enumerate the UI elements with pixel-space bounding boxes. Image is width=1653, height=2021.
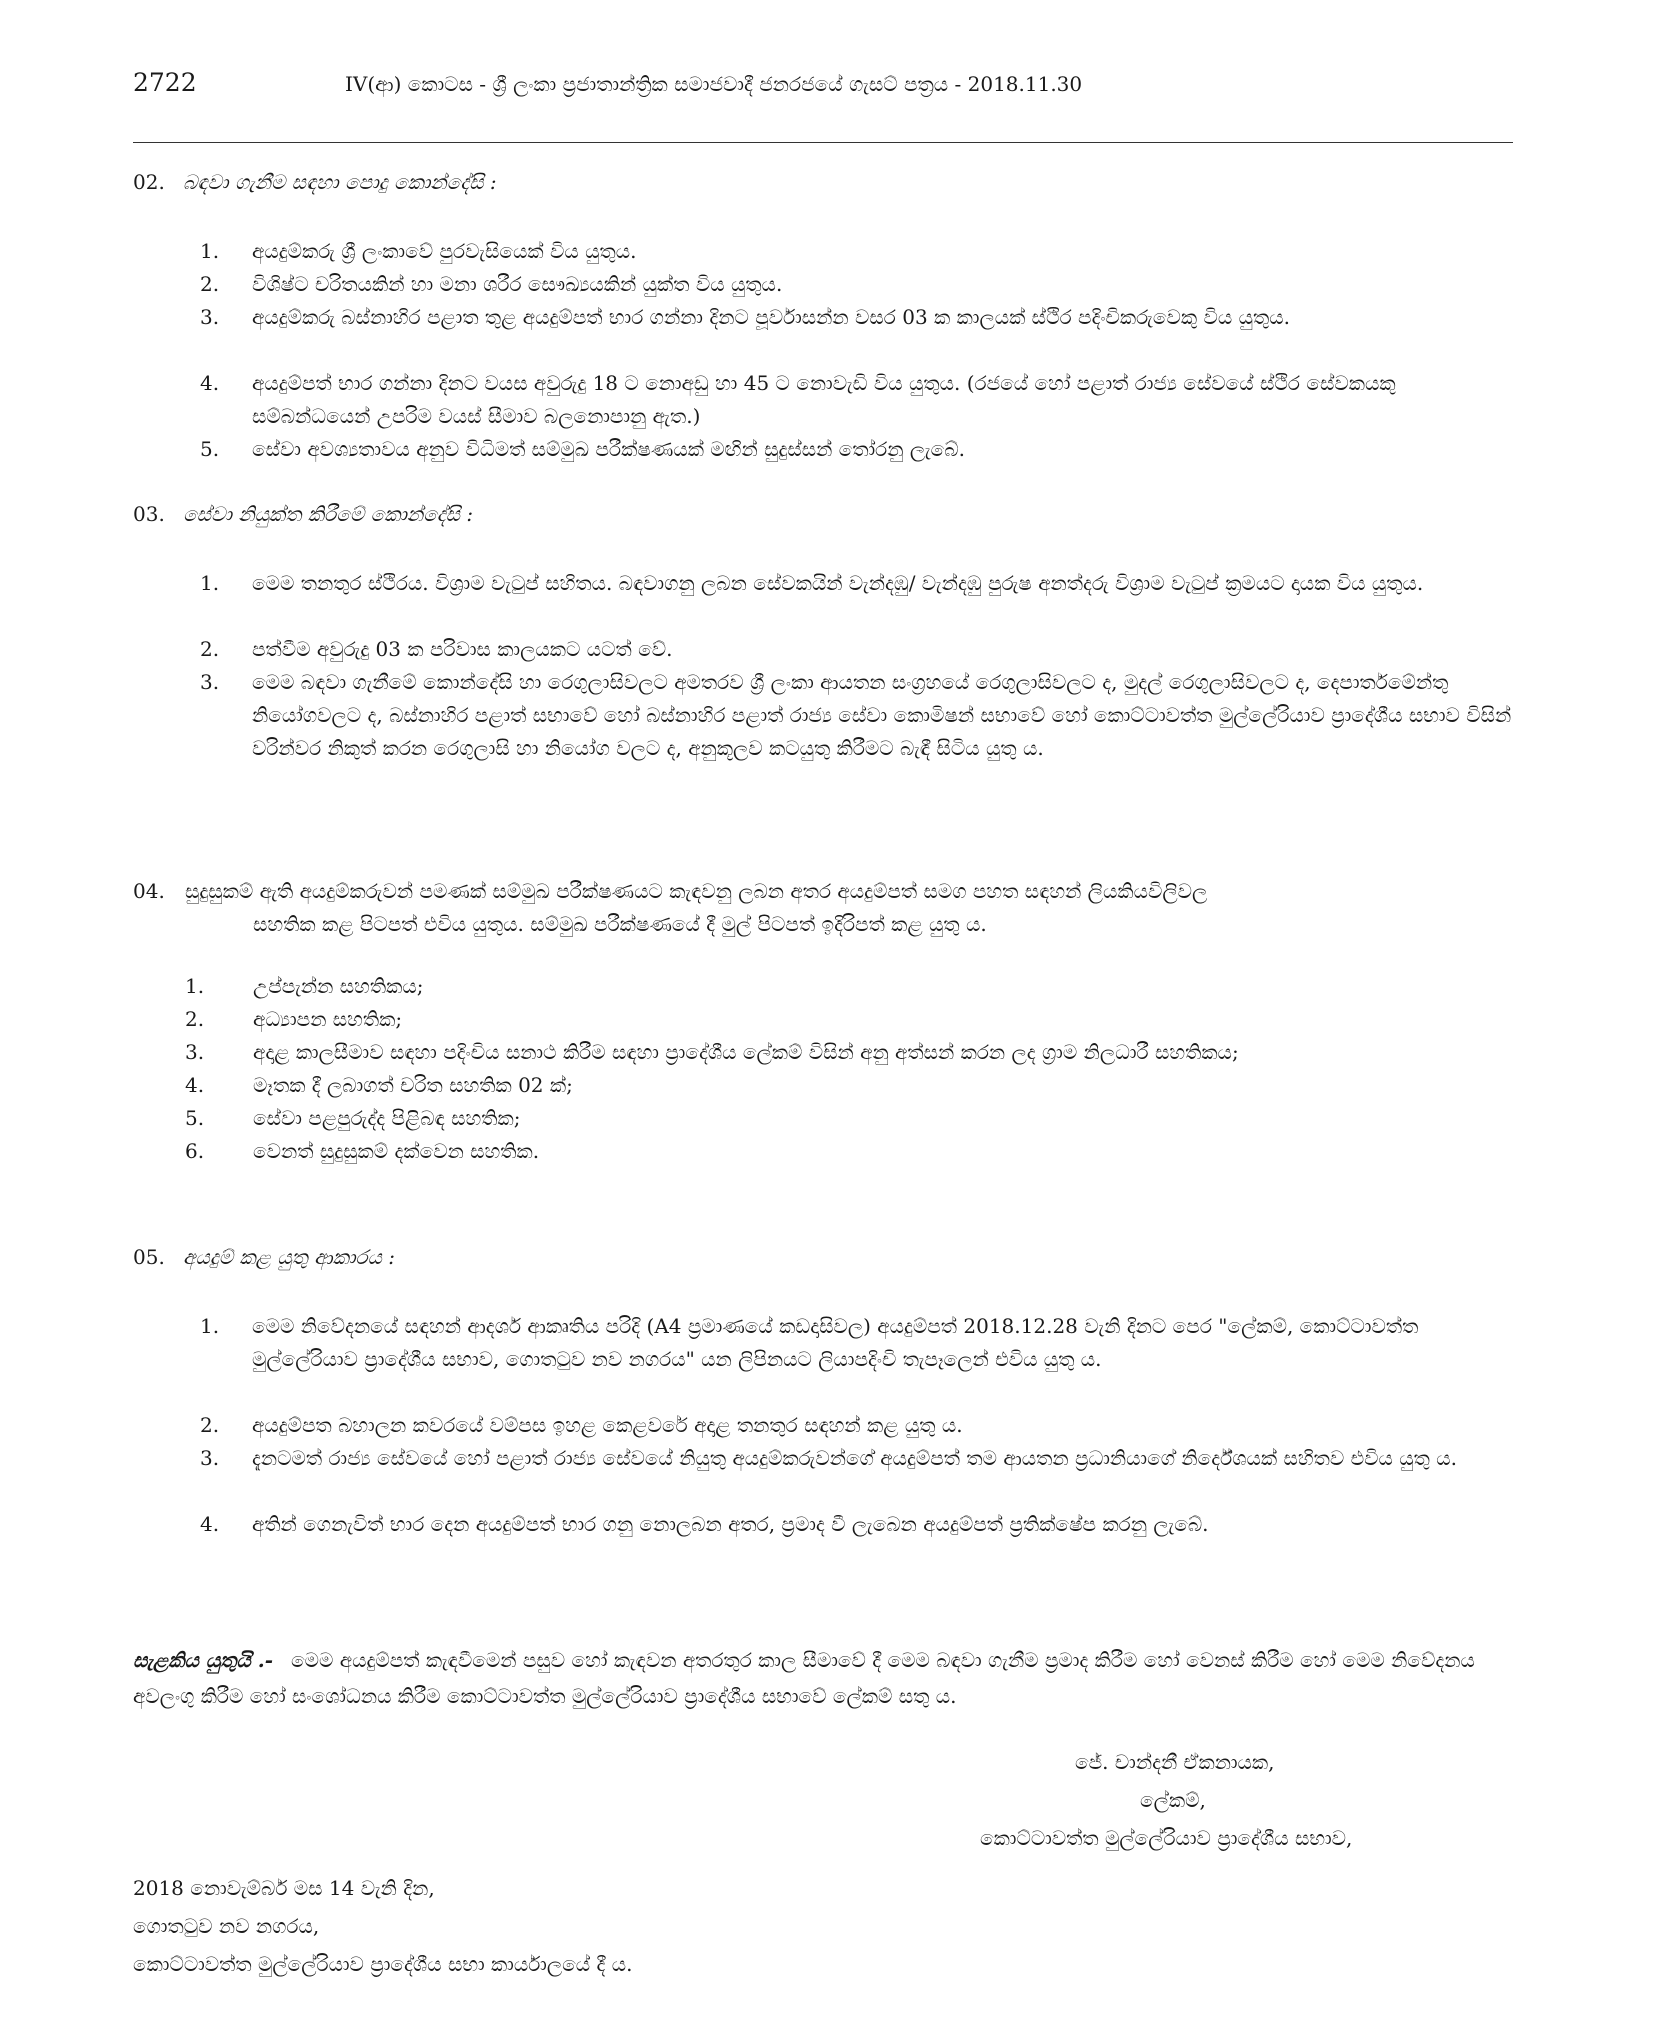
list-item	[200, 1508, 1512, 1541]
section-number: 05.	[133, 1245, 165, 1269]
section-intro-line: සහතික කළ පිටපත් එවිය යුතුය. සම්මුඛ පරීක්ෂණයේ දී මුල් පිටපත් ඉදිරිපත් කළ යුතු ය.	[253, 912, 987, 936]
document-item	[185, 1069, 1512, 1102]
item-number: 1.	[200, 239, 220, 263]
list-item	[200, 1310, 1512, 1376]
signatory-organization: කොට්ටාවත්ත මුල්ලේරියාව ප්‍රාදේශීය සභාව,	[980, 1826, 1353, 1850]
issue-place: ගොතටුව නව නගරය,	[133, 1914, 320, 1938]
item-number: 3.	[200, 305, 220, 329]
signatory-title: ලේකම්,	[1140, 1788, 1206, 1812]
note-paragraph	[133, 1642, 1513, 1714]
item-number: 3.	[200, 1446, 220, 1470]
document-item	[185, 1102, 1512, 1135]
item-text: සේවා පළපුරුද්ද පිළිබඳ සහතික;	[253, 1106, 521, 1130]
item-text: මෙම තනතුර ස්ථිරය. විශ්‍රාම වැටුප් සහිතය. බඳවාගනු ලබන සේවකයින් වැන්දඹු/ වැන්දඹු පුරුෂ අනත්දරු විශ්‍රාම වැටුප් ක්‍රමයට දායක විය යුතුය.	[252, 571, 1424, 595]
item-number: 2.	[200, 272, 220, 296]
section-intro-line: සුදුසුකම් ඇති අයදුම්කරුවන් පමණක් සම්මුඛ පරීක්ෂණයට කැඳවනු ලබන අතර අයදුම්පත් සමග පහත සඳහන් ලියකියවිලිවල	[185, 879, 1208, 903]
item-number: 1.	[200, 571, 220, 595]
header-divider	[133, 142, 1513, 143]
list-item	[200, 433, 1512, 466]
item-text: අදාළ කාලසීමාව සඳහා පදිංචිය සනාථ කිරීම සඳහා ප්‍රාදේශීය ලේකම් විසින් අනු අත්සන් කරන ලද ග්‍රාම නිලධාරී සහතිකය;	[253, 1040, 1239, 1064]
document-item	[185, 1003, 1512, 1036]
item-text: මෙම නිවේදනයේ සඳහන් ආදර්ශ ආකෘතිය පරිදි (A4 ප්‍රමාණයේ කඩදාසිවල) අයදුම්පත් 2018.12.28 වැනි දිනට පෙර "ලේකම්, කොට්ටාවත්ත මුල්ලේරියාව ප්‍රාදේශීය සභාව, ගොතටුව නව නගරය" යන ලිපිනයට ලියාපදිංචි තැපෑලෙන් එවිය යුතු ය.	[252, 1314, 1419, 1371]
item-number: 1.	[200, 1314, 220, 1338]
note-label: සැළකිය යුතුයි .-	[133, 1648, 274, 1672]
item-text: සේවා අවශ්‍යතාවය අනුව විධිමත් සම්මුඛ පරීක්ෂණයක් මඟින් සුදුස්සන් තෝරනු ලැබේ.	[252, 437, 965, 461]
item-number: 4.	[185, 1073, 205, 1097]
item-number: 6.	[185, 1139, 205, 1163]
list-item	[200, 301, 1512, 334]
item-number: 4.	[200, 371, 220, 395]
item-text: දැනටමත් රාජ්‍ය සේවයේ හෝ පළාත් රාජ්‍ය සේවයේ නියුතු අයදුම්කරුවන්ගේ අයදුම්පත් තම ආයතන ප්‍රධානියාගේ නිර්දේශයක් සහිතව එවිය යුතු ය.	[252, 1446, 1457, 1470]
section-number: 03.	[133, 502, 165, 526]
section-title: බඳවා ගැනීම සඳහා පොදු කොන්දේසි :	[183, 170, 497, 194]
section-title: සේවා නියුක්ත කිරීමේ කොන්දේසි :	[183, 502, 474, 526]
item-number: 3.	[185, 1040, 205, 1064]
section-05-heading	[133, 1245, 395, 1269]
item-text: අයදුම්පත් භාර ගන්නා දිනට වයස අවුරුදු 18 ට නොඅඩු හා 45 ට නොවැඩි විය යුතුය. (රජයේ හෝ පළාත් රාජ්‍ය සේවයේ ස්ථිර සේවකයකු සම්බන්ධයෙන් උපරිම වයස් සීමාව බලනොපානු ඇත.)	[252, 371, 1396, 428]
item-number: 3.	[200, 670, 220, 694]
section-03-heading	[133, 502, 473, 526]
item-text: මෙම බඳවා ගැනීමේ කොන්දේසි හා රෙගුලාසිවලට අමතරව ශ්‍රී ලංකා ආයතන සංග්‍රහයේ රෙගුලාසිවලට ද, මුදල් රෙගුලාසිවලට ද, දෙපාර්තමේන්තු නියෝගවලට ද, බස්නාහිර පළාත් සභාවේ හෝ බස්නාහිර පළාත් රාජ්‍ය සේවා කොමිෂන් සභාවේ හෝ කොට්ටාවත්ත මුල්ලේරියාව ප්‍රාදේශීය සභාව විසින් වරින්වර නිකුත් කරන රෙගුලාසි හා නියෝග වලට ද, අනුකූලව කටයුතු කිරීමට බැඳී සිටිය යුතු ය.	[252, 670, 1512, 760]
section-04-paragraph	[133, 875, 1513, 941]
list-item	[200, 1442, 1512, 1475]
note-text: මෙම අයදුම්පත් කැඳවීමෙන් පසුව හෝ කැඳවන අතරතුර කාල සීමාවේ දී මෙම බඳවා ගැනීම ප්‍රමාද කිරීම හෝ වෙනස් කිරීම හෝ මෙම නිවේදනය අවලංගු කිරීම හෝ සංශෝධනය කිරීම කොට්ටාවත්ත මුල්ලේරියාව ප්‍රාදේශීය සභාවේ ලේකම් සතු ය.	[133, 1648, 1475, 1708]
item-number: 1.	[185, 974, 205, 998]
item-number: 5.	[200, 437, 220, 461]
item-text: වෙනත් සුදුසුකම් දක්වෙන සහතික.	[253, 1139, 540, 1163]
list-item	[200, 367, 1512, 433]
item-text: පත්වීම අවුරුදු 03 ක පරිවාස කාලයකට යටත් වේ.	[252, 637, 673, 661]
list-item	[200, 567, 1512, 600]
item-text: උප්පැන්න සහතිකය;	[253, 974, 424, 998]
item-text: අධ්‍යාපන සහතික;	[253, 1007, 403, 1031]
issue-date: 2018 නොවැම්බර් මස 14 වැනි දින,	[133, 1876, 435, 1900]
item-number: 5.	[185, 1106, 205, 1130]
section-number: 04.	[133, 879, 165, 903]
item-text: අතින් ගෙනැවිත් භාර දෙන අයදුම්පත් භාර ගනු නොලබන අතර, ප්‍රමාද වී ලැබෙන අයදුම්පත් ප්‍රතික්ෂේප කරනු ලැබේ.	[252, 1512, 1209, 1536]
item-text: විශිෂ්ට චරිතයකින් හා මනා ශරීර සෞඛ්‍යයකින් යුක්ත විය යුතුය.	[252, 272, 783, 296]
gazette-header-title: IV(ආ) කොටස - ශ්‍රී ලංකා ප්‍රජාතාන්ත්‍රික සමාජවාදී ජනරජයේ ගැසට් පත්‍රය - 2018.11.30	[345, 72, 1083, 96]
page-number: 2722	[133, 68, 197, 97]
section-02-heading	[133, 170, 497, 194]
list-item	[200, 235, 1512, 268]
item-number: 2.	[200, 637, 220, 661]
section-number: 02.	[133, 170, 165, 194]
list-item	[200, 666, 1512, 765]
section-title: අයදුම් කළ යුතු ආකාරය :	[183, 1245, 395, 1269]
item-text: අයදුම්පත බහාලන කවරයේ වම්පස ඉහළ කෙළවරේ අදාළ තනතුර සඳහන් කළ යුතු ය.	[252, 1413, 963, 1437]
item-number: 2.	[200, 1413, 220, 1437]
issue-office: කොට්ටාවත්ත මුල්ලේරියාව ප්‍රාදේශීය සභා කාර්යාලයේ දී ය.	[133, 1952, 633, 1976]
list-item	[200, 268, 1512, 301]
item-number: 4.	[200, 1512, 220, 1536]
list-item	[200, 633, 1512, 666]
item-text: අයදුම්කරු ශ්‍රී ලංකාවේ පුරවැසියෙක් විය යුතුය.	[252, 239, 637, 263]
document-item	[185, 970, 1512, 1003]
list-item	[200, 1409, 1512, 1442]
document-item	[185, 1135, 1512, 1168]
signatory-name: ජේ. චාන්දනී ඒකනායක,	[1075, 1750, 1275, 1774]
item-number: 2.	[185, 1007, 205, 1031]
document-item	[185, 1036, 1512, 1069]
item-text: අයදුම්කරු බස්නාහිර පළාත තුළ අයදුම්පත් භාර ගන්නා දිනට පූර්වාසන්න වසර 03 ක කාලයක් ස්ථිර පදිංචිකරුවෙකු විය යුතුය.	[252, 305, 1290, 329]
item-text: මෑතක දී ලබාගත් චරිත සහතික 02 ක්;	[253, 1073, 573, 1097]
